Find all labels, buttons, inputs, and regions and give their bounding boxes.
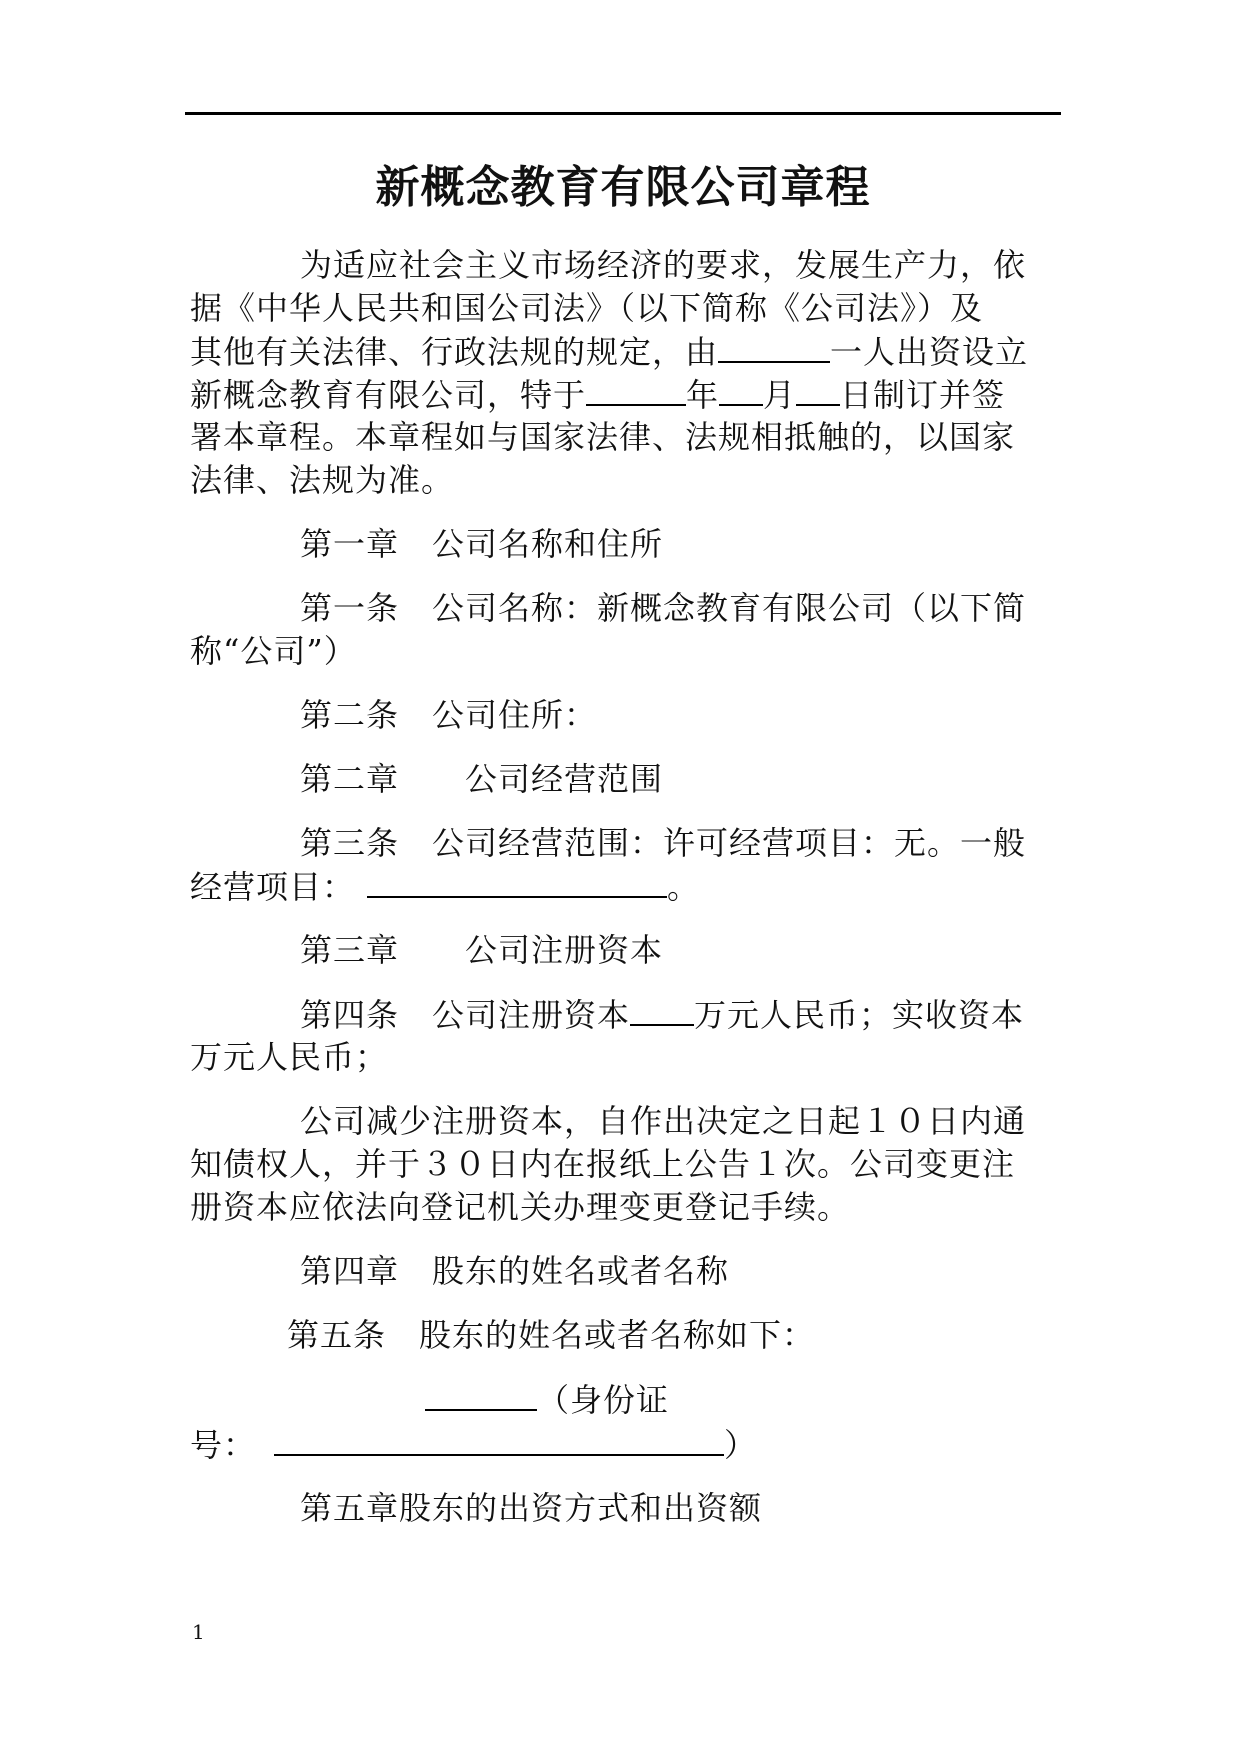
business-scope-label: 经营项目： bbox=[190, 868, 356, 906]
shareholder-line-1 bbox=[425, 1379, 669, 1420]
chapter-1-heading: 第一章 公司名称和住所 bbox=[300, 525, 664, 563]
document-title: 新概念教育有限公司章程 bbox=[375, 162, 871, 213]
preamble-line-3 bbox=[190, 331, 1028, 372]
preamble-line-2: 据《中华人民共和国公司法》（以下简称《公司法》）及 bbox=[190, 289, 984, 327]
article-2: 第二条 公司住所： bbox=[300, 696, 598, 734]
preamble-line-4-text-a: 新概念教育有限公司，特于 bbox=[190, 376, 587, 414]
capital-reduction-line-3: 册资本应依法向登记机关办理变更登记手续。 bbox=[190, 1188, 851, 1226]
chapter-2-heading: 第二章 公司经营范围 bbox=[300, 760, 664, 798]
day-blank[interactable] bbox=[796, 374, 840, 406]
article-4-line-1 bbox=[300, 994, 1024, 1035]
month-label: 月 bbox=[763, 376, 797, 414]
article-5: 第五条 股东的姓名或者名称如下： bbox=[287, 1316, 816, 1354]
preamble-line-6: 法律、法规为准。 bbox=[190, 461, 455, 499]
id-label-a: （身份证 bbox=[537, 1381, 670, 1419]
id-close: ） bbox=[724, 1426, 758, 1464]
preamble-line-3-text-a: 其他有关法律、行政法规的规定，由 bbox=[190, 333, 719, 371]
chapter-3-heading: 第三章 公司注册资本 bbox=[300, 931, 664, 969]
article-1-line-2: 称“公司”） bbox=[190, 632, 357, 670]
registered-capital-label: 第四条 公司注册资本 bbox=[300, 996, 631, 1034]
preamble-line-5: 署本章程。本章程如与国家法律、法规相抵触的，以国家 bbox=[190, 418, 1016, 456]
month-blank[interactable] bbox=[719, 374, 763, 406]
capital-reduction-line-2: 知债权人，并于３０日内在报纸上公告１次。公司变更注 bbox=[190, 1145, 1016, 1183]
article-3-line-2 bbox=[190, 866, 700, 907]
preamble-line-3-text-b: 一人出资设立 bbox=[830, 333, 1029, 371]
chapter-4-heading: 第四章 股东的姓名或者名称 bbox=[300, 1252, 730, 1290]
shareholder-name-blank[interactable] bbox=[425, 1379, 537, 1411]
preamble-line-4 bbox=[190, 374, 1005, 415]
header-rule bbox=[185, 112, 1061, 115]
page-number: 1 bbox=[192, 1620, 205, 1644]
article-1-line-1: 第一条 公司名称：新概念教育有限公司（以下简 bbox=[300, 589, 1027, 627]
chapter-5-heading: 第五章股东的出资方式和出资额 bbox=[300, 1489, 763, 1527]
id-number-blank[interactable] bbox=[274, 1424, 724, 1456]
business-scope-end: 。 bbox=[667, 868, 701, 906]
preamble-line-4-text-d: 日制订并签 bbox=[840, 376, 1006, 414]
year-label: 年 bbox=[686, 376, 720, 414]
registered-capital-blank[interactable] bbox=[630, 994, 694, 1026]
capital-reduction-line-1: 公司减少注册资本，自作出决定之日起１０日内通 bbox=[300, 1102, 1027, 1140]
article-3-line-1: 第三条 公司经营范围：许可经营项目：无。一般 bbox=[300, 824, 1027, 862]
shareholder-line-2 bbox=[190, 1424, 757, 1465]
article-4-line-2: 万元人民币； bbox=[190, 1038, 389, 1076]
business-scope-blank[interactable] bbox=[367, 866, 667, 898]
preamble-line-1: 为适应社会主义市场经济的要求，发展生产力，依 bbox=[300, 246, 1027, 284]
paid-capital-label: 万元人民币；实收资本 bbox=[694, 996, 1025, 1034]
founder-blank[interactable] bbox=[718, 331, 830, 363]
id-label-b: 号： bbox=[190, 1426, 257, 1464]
year-blank[interactable] bbox=[586, 374, 686, 406]
